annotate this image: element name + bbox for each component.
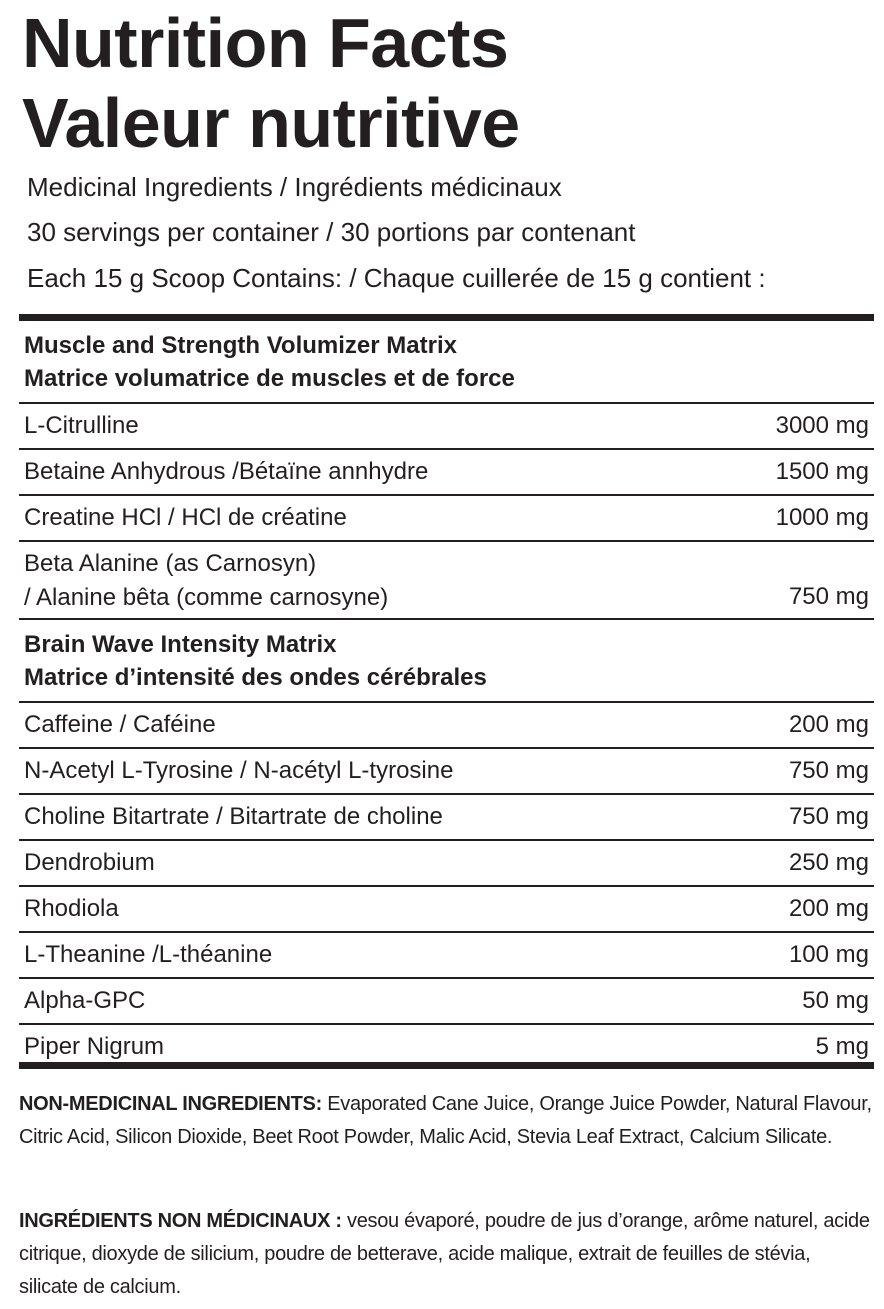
section-heading-en: Muscle and Strength Volumizer Matrix: [24, 332, 457, 359]
non-medicinal-label-fr: INGRÉDIENTS NON MÉDICINAUX :: [19, 1210, 342, 1232]
table-row: [19, 496, 874, 542]
ingredients-table: [19, 321, 874, 1069]
title-english: Nutrition Facts: [22, 4, 509, 82]
table-row: [19, 979, 874, 1025]
section-heading-brain-wave: [19, 620, 874, 703]
non-medicinal-ingredients-en: [19, 1088, 874, 1154]
ingredient-amount: 1500 mg: [775, 458, 869, 485]
table-row: [19, 841, 874, 887]
table-row: [19, 795, 874, 841]
ingredient-amount: 750 mg: [788, 583, 869, 610]
ingredient-amount: 100 mg: [788, 941, 869, 968]
table-row: [19, 450, 874, 496]
non-medicinal-ingredients-fr: [19, 1205, 874, 1304]
ingredient-name: Alpha-GPC: [24, 987, 146, 1014]
ingredient-amount: 3000 mg: [775, 412, 869, 439]
ingredient-name: N-Acetyl L-Tyrosine / N-acétyl L-tyrosine: [24, 757, 454, 784]
section-heading-fr: Matrice volumatrice de muscles et de force: [24, 365, 515, 392]
ingredient-name: Creatine HCl / HCl de créatine: [24, 504, 347, 531]
section-heading-fr: Matrice d’intensité des ondes cérébrales: [24, 664, 487, 691]
top-thick-rule: [19, 314, 874, 321]
table-row: [19, 542, 874, 620]
ingredient-amount: 750 mg: [788, 757, 869, 784]
ingredient-name: Piper Nigrum: [24, 1033, 165, 1060]
ingredient-amount: 1000 mg: [775, 504, 869, 531]
ingredient-name: Betaine Anhydrous /Bétaïne annhydre: [24, 458, 429, 485]
section-heading-en: Brain Wave Intensity Matrix: [24, 631, 337, 658]
table-row: [19, 887, 874, 933]
scoop-contains-line: Each 15 g Scoop Contains: / Chaque cuillerée de 15 g contient :: [27, 263, 766, 293]
ingredient-amount: 5 mg: [815, 1033, 869, 1060]
ingredient-amount: 250 mg: [788, 849, 869, 876]
bottom-thick-rule: [19, 1062, 874, 1069]
ingredient-name-line1: Beta Alanine (as Carnosyn): [24, 550, 317, 577]
table-row: [19, 933, 874, 979]
table-row: [19, 404, 874, 450]
ingredient-name: L-Citrulline: [24, 412, 139, 439]
non-medicinal-text-en: Evaporated Cane Juice, Orange Juice Powder, Natural Flavour, Citric Acid, Silicon Dioxide, Beet Root Powder, Malic Acid, Stevia Leaf Extract, Calcium Silicate.: [19, 1093, 872, 1148]
ingredient-name: Choline Bitartrate / Bitartrate de choline: [24, 803, 443, 830]
servings-per-container-line: 30 servings per container / 30 portions par contenant: [27, 217, 636, 247]
section-heading-volumizer: [19, 321, 874, 404]
ingredient-name-line2: / Alanine bêta (comme carnosyne): [24, 584, 389, 611]
title-french: Valeur nutritive: [22, 84, 520, 162]
ingredient-name: [24, 547, 388, 615]
ingredient-amount: 750 mg: [788, 803, 869, 830]
ingredient-name: Dendrobium: [24, 849, 155, 876]
ingredient-amount: 200 mg: [788, 711, 869, 738]
ingredient-amount: 50 mg: [802, 987, 869, 1014]
ingredient-amount: 200 mg: [788, 895, 869, 922]
table-row: [19, 749, 874, 795]
non-medicinal-label-en: NON-MEDICINAL INGREDIENTS:: [19, 1093, 322, 1115]
table-row: [19, 703, 874, 749]
ingredient-name: Rhodiola: [24, 895, 119, 922]
ingredient-name: L-Theanine /L-théanine: [24, 941, 273, 968]
ingredient-name: Caffeine / Caféine: [24, 711, 216, 738]
medicinal-ingredients-line: Medicinal Ingredients / Ingrédients médicinaux: [27, 172, 562, 202]
non-medicinal-text-fr: vesou évaporé, poudre de jus d’orange, arôme naturel, acide citrique, dioxyde de silicium, poudre de betterave, acide malique, extrait de feuilles de stévia, silicate de calcium.: [19, 1210, 870, 1298]
